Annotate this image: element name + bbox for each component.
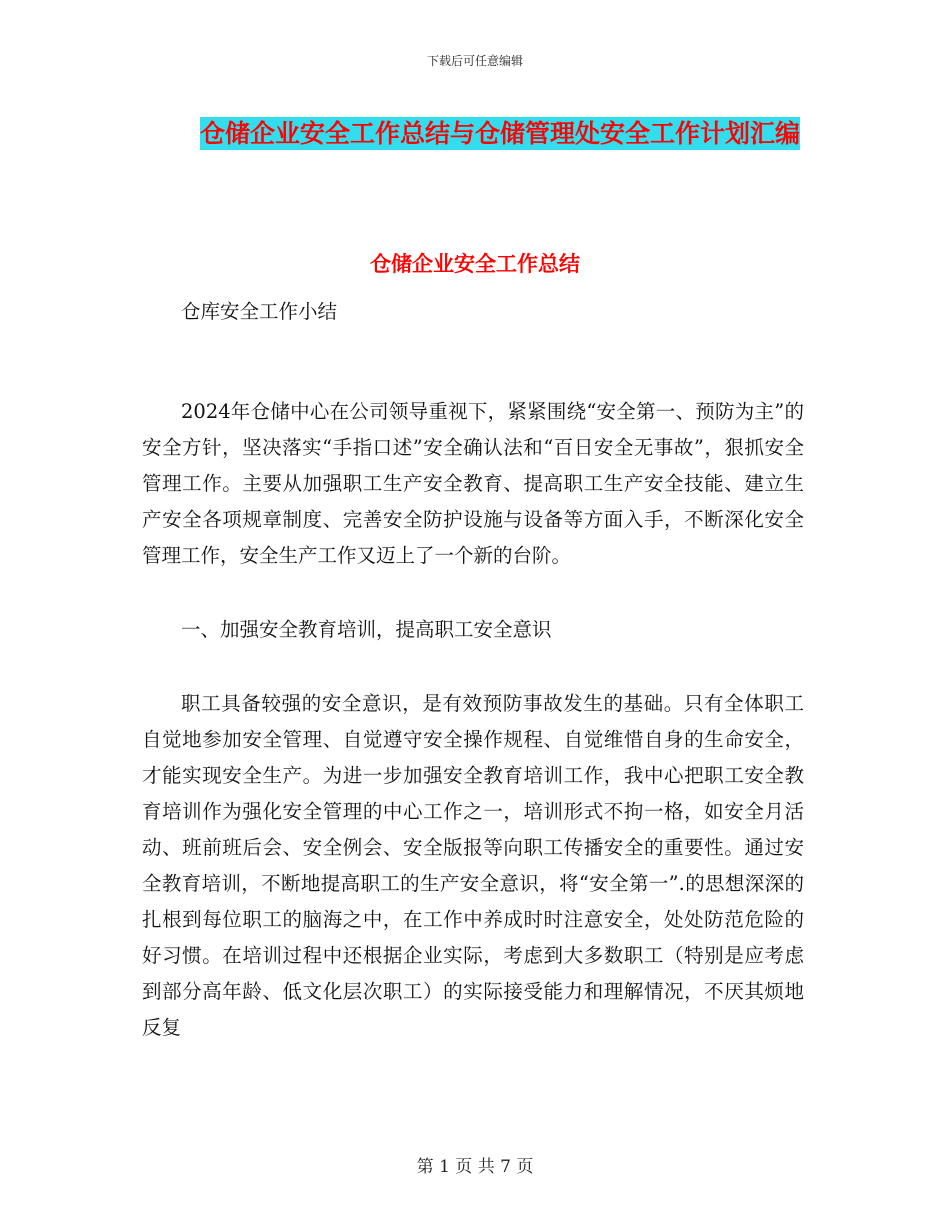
spacer [142, 648, 804, 686]
subheading: 仓库安全工作小结 [181, 300, 338, 323]
document-body [142, 294, 804, 1046]
paragraph-intro: 2024年仓储中心在公司领导重视下，紧紧围绕“安全第一、预防为主”的安全方针，坚决落实“手指口述”安全确认法和“百日安全无事故”，狠抓安全管理工作。主要从加强职工生产安全教育、提高职工生产安全技能、建立生产安全各项规章制度、完善安全防护设施与设备等方面入手，不断深化安全管理工作，安全生产工作又迈上了一个新的台阶。 [142, 400, 804, 567]
spacer [142, 330, 804, 394]
document-title [195, 112, 805, 156]
document-title-text: 仓储企业安全工作总结与仓储管理处安全工作计划汇编 [199, 119, 800, 148]
paragraph-section-1: 职工具备较强的安全意识，是有效预防事故发生的基础。只有全体职工自觉地参加安全管理、自觉遵守安全操作规程、自觉维惜自身的生命安全，才能实现安全生产。为进一步加强安全教育培训工作，我中心把职工安全教育培训作为强化安全管理的中心工作之一，培训形式不拘一格，如安全月活动、班前班后会、安全例会、安全版报等向职工传播安全的重要性。通过安全教育培训，不断地提高职工的生产安全意识，将“安全第一”.的思想深深的扎根到每位职工的脑海之中，在工作中养成时时注意安全，处处防范危险的好习惯。在培训过程中还根据企业实际，考虑到大多数职工（特别是应考虑到部分高年龄、低文化层次职工）的实际接受能力和理解情况，不厌其烦地反复 [142, 692, 804, 1039]
section-title: 仓储企业安全工作总结 [370, 252, 580, 276]
page-header: 下载后可任意编辑 [426, 54, 523, 68]
page-footer: 第 1 页 共 7 页 [416, 1157, 534, 1177]
section-heading-1: 一、加强安全教育培训，提高职工安全意识 [181, 618, 552, 641]
spacer [142, 574, 804, 612]
